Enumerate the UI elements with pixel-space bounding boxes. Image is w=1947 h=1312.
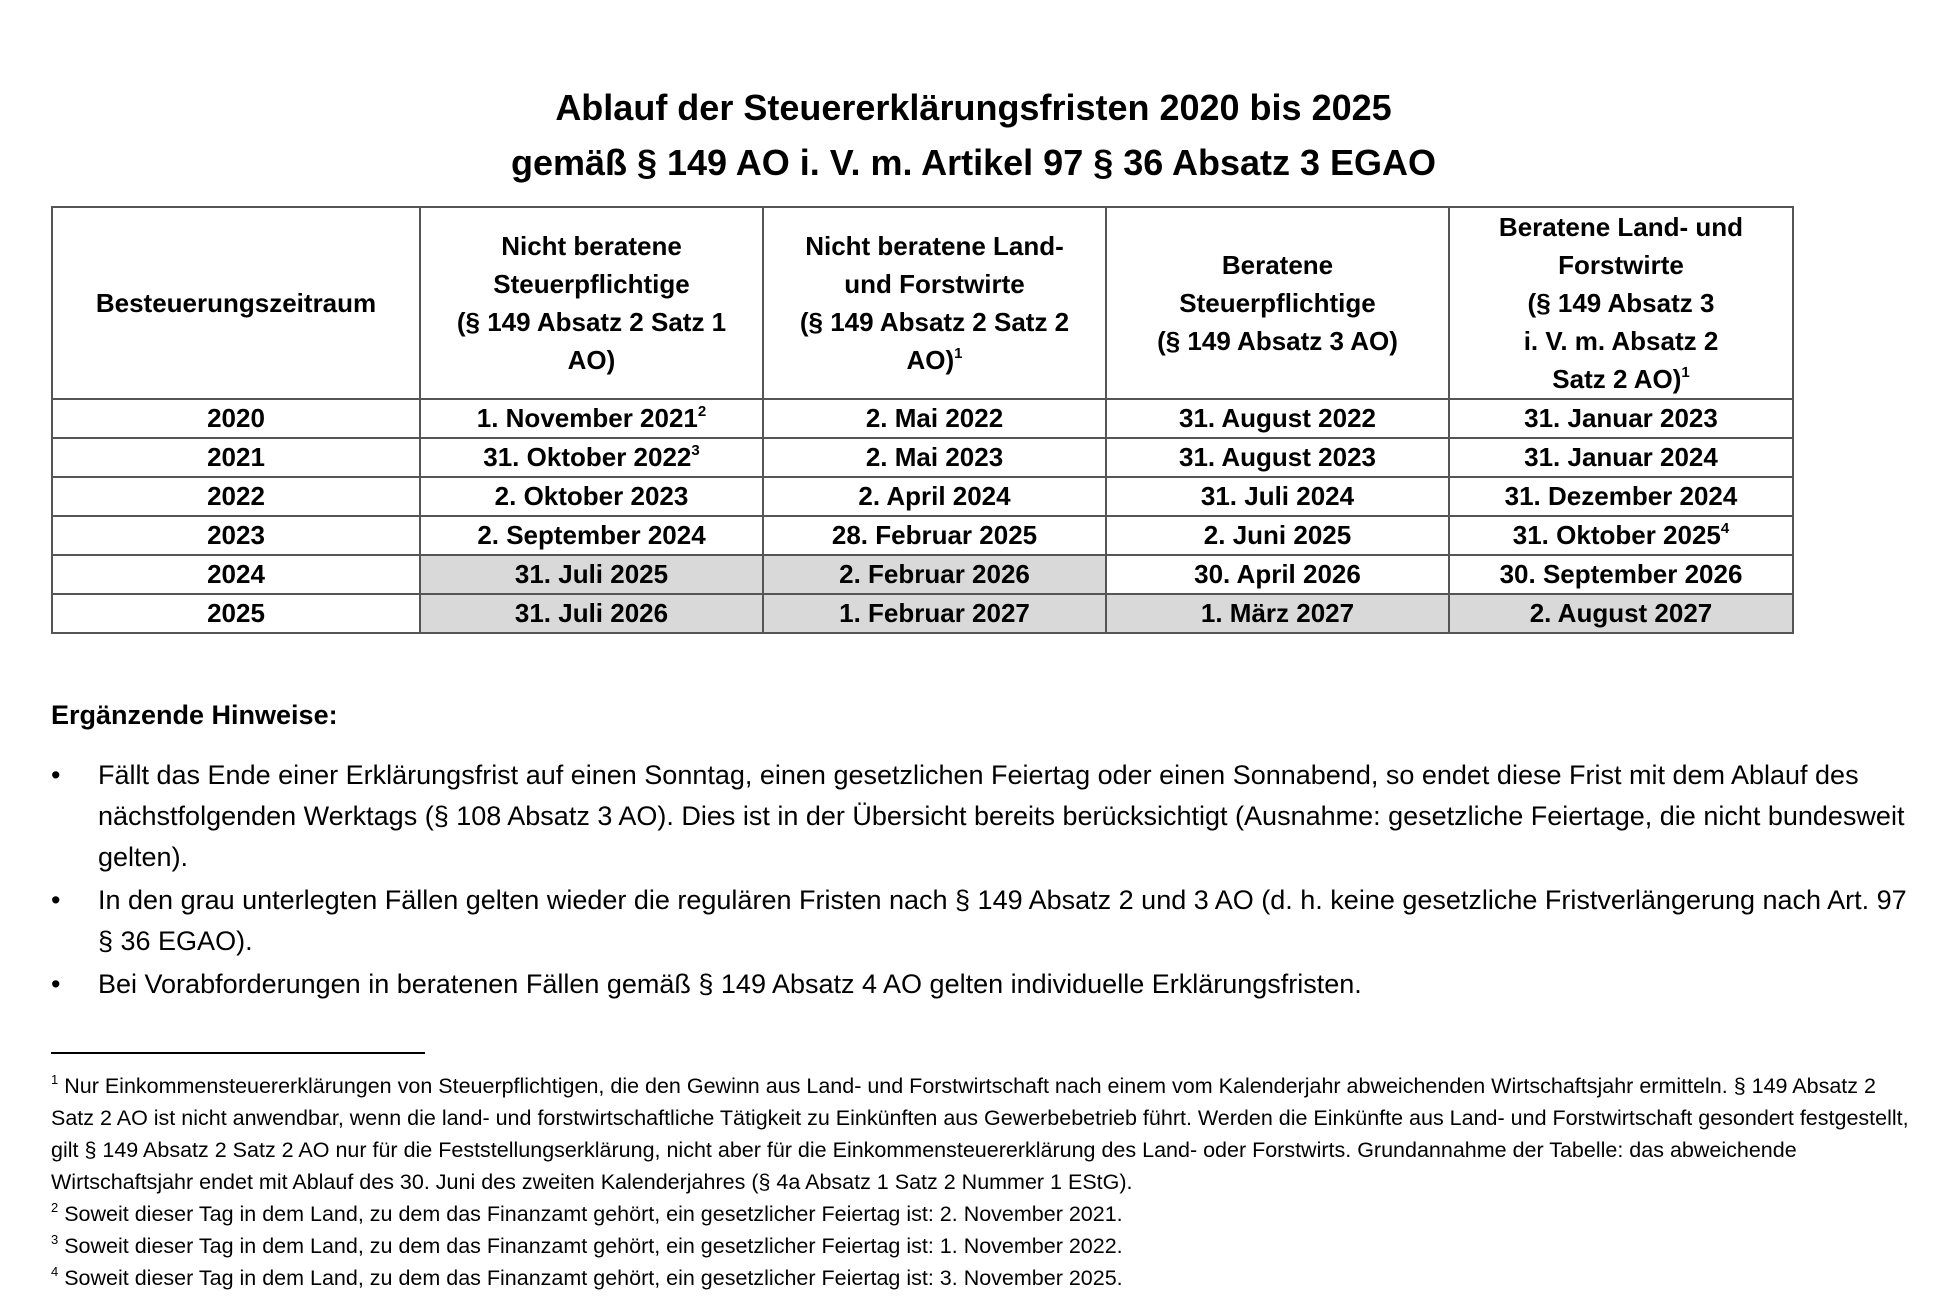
note-item [51, 755, 1911, 878]
deadline-cell [763, 399, 1106, 438]
footnotes [51, 1070, 1911, 1294]
cell-text: 1. Februar 2027 [839, 598, 1030, 628]
cell-text: 31. August 2023 [1178, 442, 1376, 472]
cell-text: 1. November 2021 [476, 403, 698, 433]
notes-list [51, 755, 1911, 1007]
column-header-line: (§ 149 Absatz 3 AO) [1157, 326, 1398, 356]
deadline-cell [420, 399, 763, 438]
cell-text: 2. Juni 2025 [1203, 520, 1352, 550]
deadline-cell [420, 594, 763, 633]
deadline-cell [1449, 516, 1793, 555]
cell-text: 30. April 2026 [1194, 559, 1361, 589]
footnote-1 [51, 1070, 1911, 1198]
footnote-marker: 1 [954, 345, 963, 362]
cell-text: 2022 [207, 481, 265, 511]
year-cell [52, 399, 420, 438]
table-body [52, 399, 1793, 633]
column-header-1 [420, 207, 763, 399]
cell-text: 2. Februar 2026 [839, 559, 1030, 589]
table-row [52, 477, 1793, 516]
cell-text: 2. August 2027 [1529, 598, 1713, 628]
cell-text: 31. Januar 2024 [1524, 442, 1718, 472]
year-cell [52, 516, 420, 555]
footnote-separator [51, 1052, 425, 1054]
deadline-cell [420, 555, 763, 594]
cell-text: 28. Februar 2025 [831, 520, 1038, 550]
column-header-line: Nicht beratene Land- [805, 231, 1064, 261]
cell-text: 2025 [207, 598, 265, 628]
deadline-cell [1449, 555, 1793, 594]
column-header-line: (§ 149 Absatz 3 [1527, 288, 1715, 318]
bullet-icon: • [51, 760, 61, 790]
cell-text: 2. Mai 2023 [865, 442, 1004, 472]
document-title [0, 80, 1947, 190]
cell-text: 1. März 2027 [1200, 598, 1355, 628]
cell-text: 31. Juli 2025 [514, 559, 669, 589]
footnote-number: 2 [51, 1200, 59, 1215]
deadline-cell [763, 438, 1106, 477]
column-header-line: Forstwirte [1558, 250, 1684, 280]
column-header-4 [1449, 207, 1793, 399]
note-item [51, 964, 1911, 1005]
cell-text: 2024 [207, 559, 265, 589]
cell-text: 2. Oktober 2023 [494, 481, 689, 511]
footnote-marker: 2 [697, 403, 707, 420]
footnote-marker: 4 [1720, 520, 1730, 537]
footnote-marker: 1 [1681, 364, 1690, 381]
deadline-cell [1106, 555, 1449, 594]
column-header-line: (§ 149 Absatz 2 Satz 1 [456, 307, 727, 337]
deadline-cell [420, 438, 763, 477]
cell-text: 31. Juli 2024 [1200, 481, 1355, 511]
column-header-line: AO) [567, 345, 616, 375]
column-header-line: Nicht beratene [501, 231, 682, 261]
deadline-cell [763, 594, 1106, 633]
column-header-3 [1106, 207, 1449, 399]
year-cell [52, 555, 420, 594]
year-cell [52, 594, 420, 633]
cell-text: 2020 [207, 403, 265, 433]
cell-text: 31. August 2022 [1178, 403, 1376, 433]
column-header-line: Steuerpflichtige [1179, 288, 1376, 318]
bullet-icon: • [51, 969, 61, 999]
deadline-cell [1106, 438, 1449, 477]
deadline-cell [420, 516, 763, 555]
note-text: Fällt das Ende einer Erklärungsfrist auf einen Sonntag, einen gesetzlichen Feiertag oder einen Sonnabend, so endet diese Frist mit dem Ablauf des nächstfolgenden Werktags (§ 108 Absatz 3 AO). Dies ist in der Übersicht bereits berücksichtigt (Ausnahme: gesetzliche Feiertage, die nicht bundesweit gelten). [98, 760, 1905, 872]
table-row [52, 555, 1793, 594]
title-line-1: Ablauf der Steuererklärungsfristen 2020 bis 2025 [555, 87, 1392, 128]
footnote-marker: 3 [691, 442, 700, 459]
note-item [51, 880, 1911, 962]
cell-text: 30. September 2026 [1499, 559, 1743, 589]
year-cell [52, 438, 420, 477]
deadline-table [51, 206, 1794, 634]
deadline-cell [1106, 516, 1449, 555]
table-row [52, 399, 1793, 438]
deadline-cell [420, 477, 763, 516]
note-text: Bei Vorabforderungen in beratenen Fällen gemäß § 149 Absatz 4 AO gelten individuelle Erklärungsfristen. [98, 969, 1362, 999]
notes-heading: Ergänzende Hinweise: [51, 700, 338, 730]
deadline-cell [1449, 594, 1793, 633]
column-header-line: Steuerpflichtige [493, 269, 690, 299]
footnote-2 [51, 1198, 1911, 1230]
cell-text: 2. April 2024 [858, 481, 1011, 511]
note-text: In den grau unterlegten Fällen gelten wieder die regulären Fristen nach § 149 Absatz 2 und 3 AO (d. h. keine gesetzliche Fristverlängerung nach Art. 97 § 36 EGAO). [98, 885, 1907, 956]
footnote-text: Soweit dieser Tag in dem Land, zu dem das Finanzamt gehört, ein gesetzlicher Feiertag ist: 2. November 2021. [58, 1202, 1123, 1226]
cell-text: 2. September 2024 [477, 520, 706, 550]
cell-text: 31. Juli 2026 [514, 598, 669, 628]
column-header-line: (§ 149 Absatz 2 Satz 2 [799, 307, 1070, 337]
table-header-row [52, 207, 1793, 399]
footnote-text: Nur Einkommensteuererklärungen von Steuerpflichtigen, die den Gewinn aus Land- und Forstwirtschaft nach einem vom Kalenderjahr abweichenden Wirtschaftsjahr ermitteln. § 149 Absatz 2 Satz 2 AO ist nicht anwendbar, wenn die land- und forstwirtschaftliche Tätigkeit zu Einkünften aus Gewerbebetrieb führt. Werden die Einkünfte aus Land- und Forstwirtschaft gesondert festgestellt, gilt § 149 Absatz 2 Satz 2 AO nur für die Feststellungserklärung, nicht aber für die Einkommensteuererklärung des Land- oder Forstwirts. Grundannahme der Tabelle: das abweichende Wirtschaftsjahr endet mit Ablauf des 30. Juni des zweiten Kalenderjahres (§ 4a Absatz 1 Satz 2 Nummer 1 EStG). [51, 1074, 1909, 1194]
year-cell [52, 477, 420, 516]
deadline-cell [1106, 399, 1449, 438]
cell-text: 2023 [207, 520, 265, 550]
deadline-cell [1449, 399, 1793, 438]
footnote-number: 3 [51, 1232, 59, 1247]
deadline-cell [1449, 438, 1793, 477]
footnote-number: 1 [51, 1072, 59, 1087]
cell-text: 31. Oktober 2025 [1512, 520, 1721, 550]
column-header-line: i. V. m. Absatz 2 [1523, 326, 1719, 356]
column-header-line: AO)$^1$ [906, 345, 963, 375]
column-header-line: und Forstwirte [844, 269, 1025, 299]
column-header-2 [763, 207, 1106, 399]
column-header-line: Satz 2 AO)$^1$ [1552, 364, 1690, 394]
table-row [52, 516, 1793, 555]
table-row [52, 438, 1793, 477]
footnote-4 [51, 1262, 1911, 1294]
cell-text: 31. Oktober 2022 [483, 442, 692, 472]
column-header-0 [52, 207, 420, 399]
deadline-cell [763, 477, 1106, 516]
title-line-2: gemäß § 149 AO i. V. m. Artikel 97 § 36 Absatz 3 EGAO [510, 142, 1437, 183]
deadline-cell [1106, 594, 1449, 633]
deadline-cell [763, 516, 1106, 555]
footnote-text: Soweit dieser Tag in dem Land, zu dem das Finanzamt gehört, ein gesetzlicher Feiertag ist: 1. November 2022. [58, 1234, 1123, 1258]
column-header-line: Besteuerungszeitraum [95, 288, 377, 318]
cell-text: 31. Dezember 2024 [1504, 481, 1738, 511]
deadline-cell [763, 555, 1106, 594]
cell-text: 31. Januar 2023 [1524, 403, 1718, 433]
footnote-3 [51, 1230, 1911, 1262]
column-header-line: Beratene [1221, 250, 1334, 280]
bullet-icon: • [51, 885, 61, 915]
column-header-line: Beratene Land- und [1498, 212, 1744, 242]
table-row [52, 594, 1793, 633]
footnote-text: Soweit dieser Tag in dem Land, zu dem das Finanzamt gehört, ein gesetzlicher Feiertag ist: 3. November 2025. [58, 1266, 1123, 1290]
footnote-number: 4 [51, 1264, 59, 1279]
deadline-cell [1106, 477, 1449, 516]
deadline-cell [1449, 477, 1793, 516]
cell-text: 2. Mai 2022 [865, 403, 1004, 433]
cell-text: 2021 [207, 442, 265, 472]
